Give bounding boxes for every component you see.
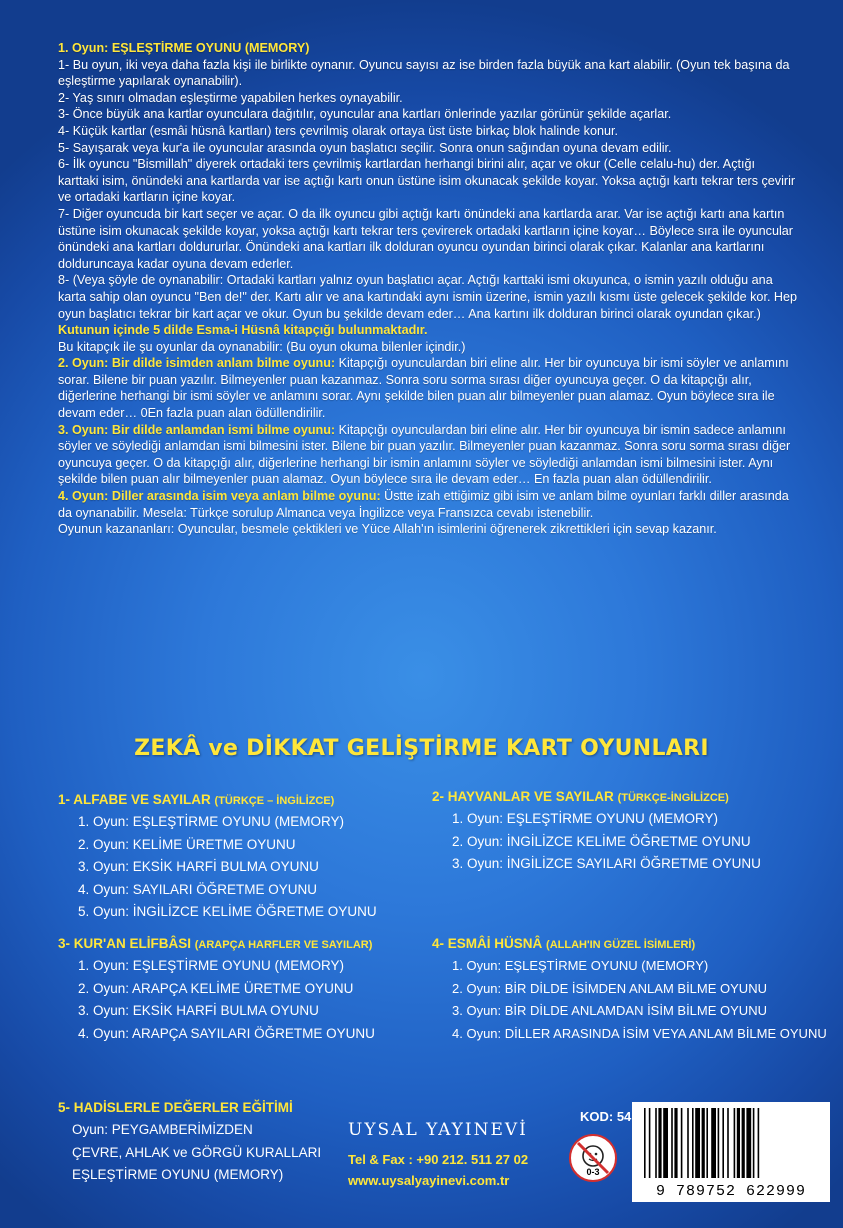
barcode-stripe [722, 1108, 724, 1178]
series-heading: ZEKÂ ve DİKKAT GELİŞTİRME KART OYUNLARI [134, 736, 709, 761]
list-item: 4. Oyun: SAYILARI ÖĞRETME OYUNU [78, 881, 318, 897]
group-title: 2- HAYVANLAR VE SAYILAR (TÜRKÇE-İNGİLİZCE) [432, 789, 729, 804]
game2 [58, 355, 798, 421]
list-item: 2. Oyun: İNGİLİZCE KELİME ÖĞRETME OYUNU [452, 833, 751, 849]
barcode-stripe [674, 1108, 677, 1178]
barcode-stripe [695, 1108, 700, 1178]
list-item: 2. Oyun: BİR DİLDE İSİMDEN ANLAM BİLME OYUNU [452, 980, 767, 996]
list-item: 1. Oyun: EŞLEŞTİRME OYUNU (MEMORY) [452, 958, 709, 973]
barcode-stripe [681, 1108, 683, 1178]
booklet-note: Kutunun içinde 5 dilde Esma-i Hüsnâ kitapçığı bulunmaktadır. [58, 323, 428, 338]
list-item: 3. Oyun: BİR DİLDE ANLAMDAN İSİM BİLME OYUNU [452, 1003, 767, 1018]
game-rules [58, 40, 798, 538]
no-under-3-icon [569, 1134, 617, 1182]
list-item: 2. Oyun: ARAPÇA KELİME ÜRETME OYUNU [78, 980, 354, 996]
winners-note: Oyunun kazananları: Oyuncular, besmele çektikleri ve Yüce Allah'ın isimlerini öğrenerek zikrettikleri için sevap kazanır. [58, 522, 717, 537]
list-item: ÇEVRE, AHLAK ve GÖRGÜ KURALLARI [72, 1144, 322, 1160]
rule-6: 6- İlk oyuncu "Bismillah" diyerek ortadaki ters çevrilmiş kartlardan herhangi birini alır, açar ve okur (Celle celalu-hu) der. Açtığı karttaki isim, önündeki ana kartlarda var ise açtığı kartı onun üstüne isim okunacak şekilde koyar. Yoksa açtığı kartı tekrar ters çevirir ve ortadaki kartların içine koyar. [58, 157, 796, 205]
barcode-stripe [718, 1108, 720, 1178]
game2-text: Kitapçığı oyunculardan biri eline alır. Her bir oyuncuya bir ismi söyler ve anlamını sorar. Bilene bir puan yazılır. Bilmeyenler puan kazanmaz. Sonra soru sorma sırası diğer oyuncuya geçer. O da kitapçığı alır, diğerlerine herhangi bir ismi söyler ve anlamını sorar. Aynı şekilde bilen puan alır bilmeyenler puan alamaz. Oyun böylece sıra ile devam eder… 0En fazla puan alan ödüllendirilir. [58, 356, 789, 421]
publisher-website: www.uysalyayinevi.com.tr [348, 1173, 510, 1188]
game3-text: Kitapçığı oyunculardan biri eline alır. Her bir oyuncuya bir ismin sadece anlamını söyler ve söylediği anlamdan ismi bilmesini ister. Bilene bir puan yazılır. Bilmeyenler puan kazanmaz. Sonra soru sorma sırası diğer oyuncuya geçer. O da kitapçığı alır, diğerlerine herhangi bir ismin anlamını söyler ve söylediği anlamdan ismi bilmesini ister. Aynı şekilde bilen puan alır bilmeyenler puan alamaz. Oyun böylece sıra ile devam eder… En fazla puan alan ödüllendirilir. [58, 422, 791, 487]
publisher-phone: Tel & Fax : +90 212. 511 27 02 [348, 1152, 529, 1167]
group-quran-alphabet [58, 936, 375, 1045]
game3 [58, 422, 798, 488]
list-item: 2. Oyun: KELİME ÜRETME OYUNU [78, 836, 296, 852]
list-item: 5. Oyun: İNGİLİZCE KELİME ÖĞRETME OYUNU [78, 904, 377, 919]
barcode-stripe [687, 1108, 689, 1178]
barcode-stripe [734, 1108, 736, 1178]
list-item: 1. Oyun: EŞLEŞTİRME OYUNU (MEMORY) [78, 958, 345, 973]
barcode-stripe [702, 1108, 705, 1178]
group-hadith [58, 1100, 321, 1187]
barcode-stripe [663, 1108, 668, 1178]
game4-title: 4. Oyun: Diller arasında isim veya anlam bilme oyunu: [58, 489, 381, 504]
isbn-number: 9 789752 622999 [655, 1183, 807, 1200]
barcode-stripe [706, 1108, 708, 1178]
game4-text: Üstte izah ettiğimiz gibi isim ve anlam bilme oyunları farklı diller arasında da oynanabilir. Mesela: Türkçe sorulup Almanca veya İngilizce veya Fransızca cevabı istenebilir. [58, 489, 789, 520]
barcode-stripe [649, 1108, 651, 1178]
list-item: 3. Oyun: İNGİLİZCE SAYILARI ÖĞRETME OYUNU [452, 856, 761, 871]
list-item: 4. Oyun: ARAPÇA SAYILARI ÖĞRETME OYUNU [78, 1025, 375, 1041]
barcode-stripe [658, 1108, 661, 1178]
group-alphabet [58, 792, 377, 924]
barcode-stripe [758, 1108, 760, 1178]
group-title: 5- HADİSLERLE DEĞERLER EĞİTİMİ [58, 1100, 293, 1115]
list-item: 1. Oyun: EŞLEŞTİRME OYUNU (MEMORY) [78, 814, 345, 829]
rule-2: 2- Yaş sınırı olmadan eşleştirme yapabilen herkes oynayabilir. [58, 90, 403, 105]
barcode-stripe [727, 1108, 729, 1178]
list-item: Oyun: PEYGAMBERİMİZDEN [72, 1122, 253, 1137]
rule-1: 1- Bu oyun, iki veya daha fazla kişi ile birlikte oynanır. Oyuncu sayısı az ise birden fazla büyük ana kart alabilir. (Oyun tek başına da eşleştirme yapılarak oynanabilir). [58, 57, 790, 89]
barcode-stripe [737, 1108, 740, 1178]
barcode [632, 1102, 830, 1202]
rule-7: 7- Diğer oyuncuda bir kart seçer ve açar. O da ilk oyuncu gibi açtığı kartı önündeki ana kartlarda arar. Var ise açtığı kartı ana kartın üstüne isim okunacak şekilde koyar, yoksa açtığı kartı tekrar ters çevirerek ortadaki kartların içine koyar… Böylece sıra ile oyuncular önündeki ana kartları doldururlar. Önündeki ana kartları ilk dolduran oyuncu oyundan birinci olarak çıkar. Kalanlar ana kartlarını dolduruncaya kadar oyuna devam ederler. [58, 206, 793, 271]
rule-4: 4- Küçük kartlar (esmâi hüsnâ kartları) ters çevrilmiş olarak ortaya üst üste birkaç blok halinde konur. [58, 123, 618, 138]
rule-3: 3- Önce büyük ana kartlar oyunculara dağıtılır, oyuncular ana kartları önlerinde yazılar görünür şekilde açarlar. [58, 107, 672, 122]
barcode-stripe [753, 1108, 755, 1178]
game1-title: 1. Oyun: EŞLEŞTİRME OYUNU (MEMORY) [58, 41, 310, 55]
list-item: 4. Oyun: DİLLER ARASINDA İSİM VEYA ANLAM BİLME OYUNU [452, 1025, 827, 1041]
barcode-stripe [655, 1108, 657, 1178]
product-code: KOD: 54 [580, 1109, 632, 1124]
game2-title: 2. Oyun: Bir dilde isimden anlam bilme oyunu: [58, 356, 336, 371]
list-item: 3. Oyun: EKSİK HARFİ BULMA OYUNU [78, 859, 319, 874]
barcode-stripe [692, 1108, 694, 1178]
list-item: EŞLEŞTİRME OYUNU (MEMORY) [72, 1167, 284, 1182]
list-item: 3. Oyun: EKSİK HARFİ BULMA OYUNU [78, 1003, 319, 1018]
group-title: 1- ALFABE VE SAYILAR (TÜRKÇE – İNGİLİZCE) [58, 792, 335, 807]
group-esmai-husna [432, 936, 827, 1045]
publisher-info [348, 1120, 548, 1188]
barcode-stripe [742, 1108, 745, 1178]
barcode-stripe [671, 1108, 673, 1178]
group-title: 3- KUR'AN ELİFBÂSI (ARAPÇA HARFLER VE SAYILAR) [58, 936, 373, 951]
booklet-games: Bu kitapçık ile şu oyunlar da oynanabilir: (Bu oyun okuma bilenler içindir.) [58, 339, 466, 354]
group-animals [432, 789, 761, 876]
barcode-stripe [644, 1108, 646, 1178]
rule-5: 5- Sayışarak veya kur'a ile oyuncular arasında oyun başlatıcı seçilir. Sonra onun sağından oyuna devam edilir. [58, 140, 672, 155]
group-title: 4- ESMÂİ HÜSNÂ (ALLAH'IN GÜZEL İSİMLERİ) [432, 936, 696, 951]
game3-title: 3. Oyun: Bir dilde anlamdan ismi bilme oyunu: [58, 422, 336, 437]
publisher-name: UYSAL YAYINEVİ [348, 1120, 528, 1140]
rule-8: 8- (Veya şöyle de oynanabilir: Ortadaki kartları yalnız oyun başlatıcı açar. Açtığı karttaki ismi okuyunca, o ismin yazılı olduğu ana karta sahip olan oyuncu "Ben de!" der. Kartı alır ve ana kartındaki aynı ismin üzerine, ismin yazılı kısmı üste gelecek şekilde kor. Hep oyun başlatıcı tekrar bir kart açar ve okur. Oyun bu şekilde devam eder… Ana kartını ilk dolduran birinci olarak oyundan çıkar.) [58, 273, 798, 321]
game4 [58, 488, 798, 521]
age-label: 0-3 [586, 1167, 600, 1177]
list-item: 1. Oyun: EŞLEŞTİRME OYUNU (MEMORY) [452, 811, 719, 826]
barcode-stripe [746, 1108, 751, 1178]
barcode-stripe [711, 1108, 716, 1178]
